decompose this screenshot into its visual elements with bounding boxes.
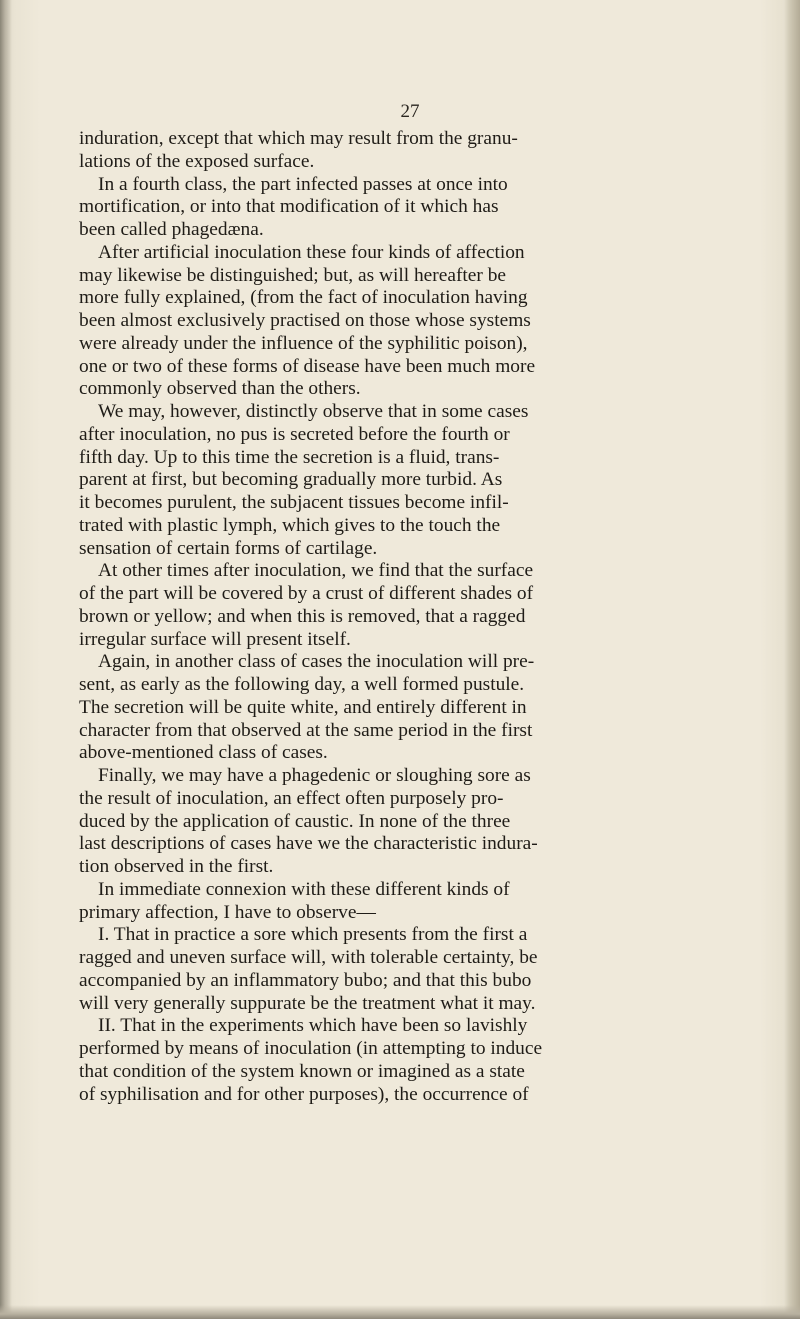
text-line: last descriptions of cases have we the characteristic indura- <box>79 833 538 855</box>
text-line: Finally, we may have a phagedenic or sloughing sore as <box>98 765 531 786</box>
text-line: accompanied by an inflammatory bubo; and that this bubo <box>79 969 532 991</box>
text-line: lations of the exposed surface. <box>79 150 315 172</box>
text-line: duced by the application of caustic. In none of the three <box>79 810 511 832</box>
text-line: I. That in practice a sore which presents from the first a <box>98 924 528 946</box>
text-line: been almost exclusively practised on those whose systems <box>79 310 531 331</box>
text-line: been called phagedæna. <box>79 219 264 240</box>
text-line: performed by means of inoculation (in attempting to induce <box>79 1038 543 1059</box>
text-line: of the part will be covered by a crust of different shades of <box>79 583 534 604</box>
text-line: primary affection, I have to observe— <box>79 901 376 923</box>
spine-shadow <box>0 0 12 1319</box>
text-line: induration, except that which may result from the granu- <box>79 128 518 149</box>
text-line: At other times after inoculation, we find that the surface <box>98 560 534 582</box>
text-line: II. That in the experiments which have been so lavishly <box>98 1015 528 1037</box>
text-line: irregular surface will present itself. <box>79 628 351 650</box>
text-line: We may, however, distinctly observe that in some cases <box>98 401 529 422</box>
text-line: will very generally suppurate be the treatment what it may. <box>79 992 536 1014</box>
text-line: sensation of certain forms of cartilage. <box>79 537 378 559</box>
page-number: 27 <box>400 101 420 122</box>
text-line: above-mentioned class of cases. <box>79 742 328 764</box>
text-line: After artificial inoculation these four kinds of affection <box>98 241 525 263</box>
text-line: more fully explained, (from the fact of inoculation having <box>79 287 528 309</box>
text-line: commonly observed than the others. <box>79 378 361 400</box>
text-line: parent at first, but becoming gradually more turbid. As <box>79 469 503 491</box>
text-line: sent, as early as the following day, a well formed pustule. <box>79 674 525 695</box>
page-edge <box>784 0 800 1319</box>
text-line: Again, in another class of cases the inoculation will pre- <box>98 651 535 673</box>
text-line: that condition of the system known or imagined as a state <box>79 1060 525 1082</box>
text-line: In a fourth class, the part infected passes at once into <box>98 173 508 195</box>
text-line: brown or yellow; and when this is removed, that a ragged <box>79 605 526 627</box>
text-line: tion observed in the first. <box>79 856 274 877</box>
text-line: In immediate connexion with these different kinds of <box>98 878 510 900</box>
text-line: it becomes purulent, the subjacent tissues become infil- <box>79 492 509 513</box>
text-line: trated with plastic lymph, which gives to the touch the <box>79 514 501 536</box>
text-line: mortification, or into that modification of it which has <box>79 196 499 218</box>
body-text <box>79 128 721 1106</box>
text-line: character from that observed at the same period in the first <box>79 719 533 741</box>
text-line: may likewise be distinguished; but, as will hereafter be <box>79 264 507 286</box>
text-line: of syphilisation and for other purposes), the occurrence of <box>79 1083 529 1105</box>
text-line: were already under the influence of the syphilitic poison), <box>79 332 528 354</box>
text-line: ragged and uneven surface will, with tolerable certainty, be <box>79 947 538 968</box>
bottom-shadow <box>0 1305 800 1319</box>
text-line: one or two of these forms of disease have been much more <box>79 355 536 377</box>
text-line: after inoculation, no pus is secreted before the fourth or <box>79 423 510 445</box>
text-line: The secretion will be quite white, and entirely different in <box>79 696 527 718</box>
text-line: fifth day. Up to this time the secretion is a fluid, trans- <box>79 446 500 468</box>
text-line: the result of inoculation, an effect often purposely pro- <box>79 787 504 809</box>
